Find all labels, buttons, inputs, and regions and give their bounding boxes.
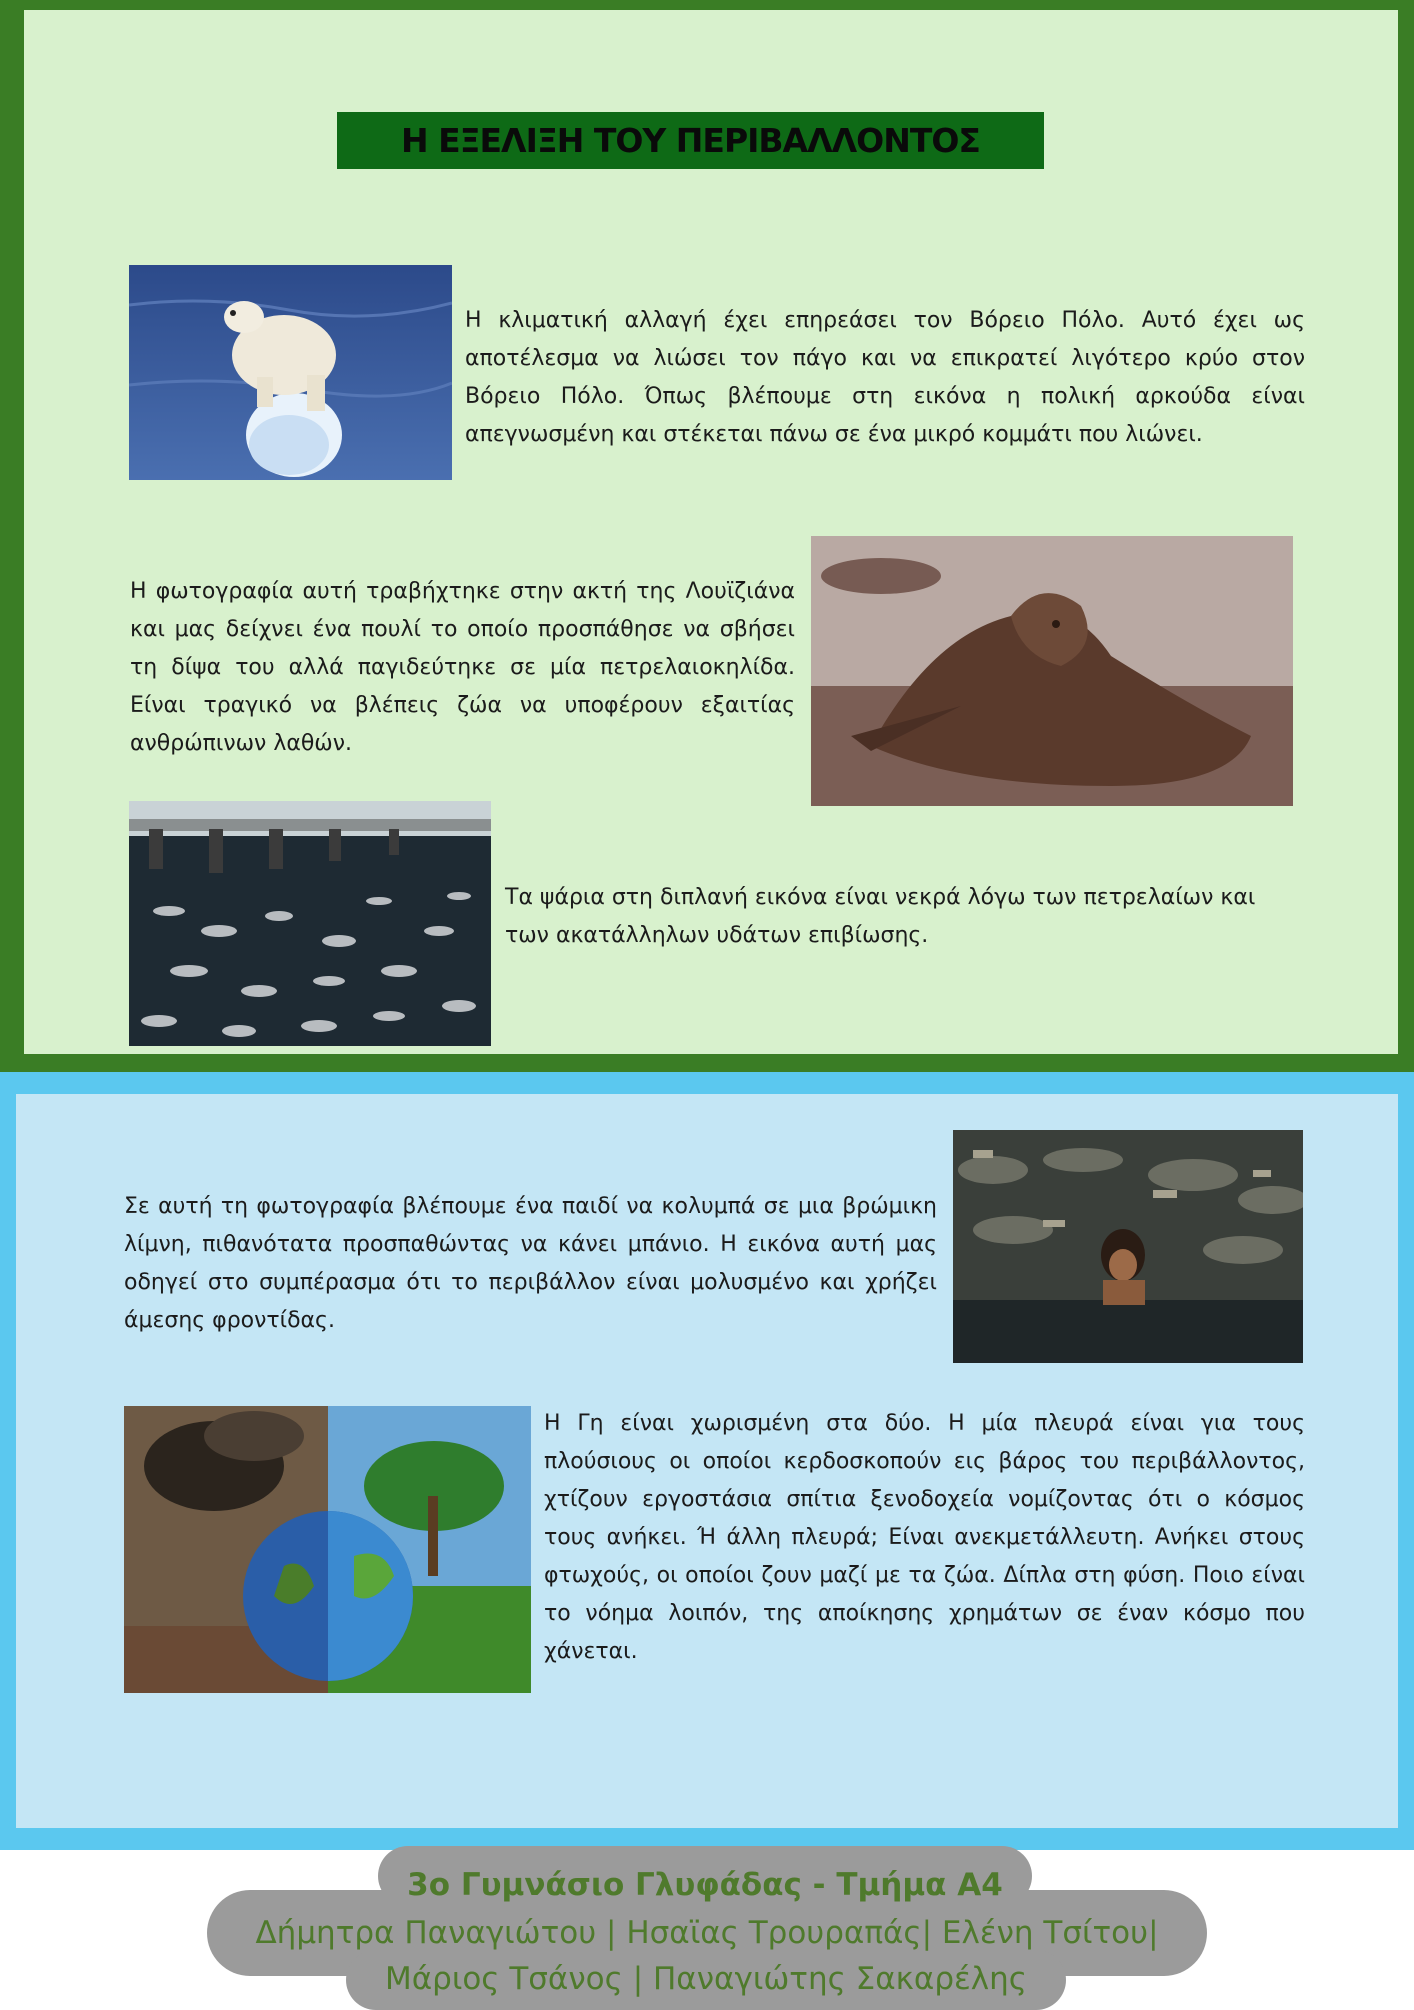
oil-bird-paragraph: Η φωτογραφία αυτή τραβήχτηκε στην ακτή της Λουϊζιάνα και μας δείχνει ένα πουλί το οποίο προσπάθησε να σβήσει τη δίψα του αλλά παγιδεύτηκε σε μία πετρελαιοκηλίδα. Είναι τραγικό να βλέπεις ζώα να υποφέρουν εξαιτίας ανθρώπινων λαθών. bbox=[130, 579, 795, 756]
oil-covered-bird-photo bbox=[811, 536, 1293, 806]
polar-bear-paragraph: Η κλιματική αλλαγή έχει επηρεάσει τον Βόρειο Πόλο. Αυτό έχει ως αποτέλεσμα να λιώσει τον πάγο και να επικρατεί λιγότερο κρύο στον Βόρειο Πόλο. Όπως βλέπουμε στη εικόνα η πολική αρκούδα είναι απεγνωσμένη και στέκεται πάνω σε ένα μικρό κομμάτι που λιώνει. bbox=[465, 308, 1305, 447]
dead-fish-paragraph: Τα ψάρια στη διπλανή εικόνα είναι νεκρά λόγω των πετρελαίων και των ακατάλληλων υδάτων επιβίωσης. bbox=[505, 885, 1256, 948]
dead-fish-photo bbox=[129, 801, 491, 1046]
divided-earth-paragraph: Η Γη είναι χωρισμένη στα δύο. Η μία πλευρά είναι για τους πλούσιους οι οποίοι κερδοσκοπούν εις βάρος του περιβάλλοντος, χτίζουν εργοστάσια σπίτια ξενοδοχεία νομίζοντας ότι ο κόσμος τους ανήκει. Ή άλλη πλευρά; Είναι ανεκμετάλλευτη. Ανήκει στους φτωχούς, οι οποίοι ζουν μαζί με τα ζώα. Δίπλα στη φύση. Ποιο είναι το νόημα λοιπόν, της αποίκησης χρημάτων σε έναν κόσμο που χάνεται. bbox=[544, 1411, 1305, 1664]
school-name: 3ο Γυμνάσιο Γλυφάδας - Τμήμα Α4 bbox=[407, 1867, 1003, 1903]
authors-line-1: Δήμητρα Παναγιώτου | Ησαϊας Τρουραπάς| Ελένη Τσίτου| bbox=[255, 1915, 1159, 1951]
polluted-lake-paragraph: Σε αυτή τη φωτογραφία βλέπουμε ένα παιδί να κολυμπά σε μια βρώμικη λίμνη, πιθανότατα προσπαθώντας να κάνει μπάνιο. Η εικόνα αυτή μας οδηγεί στο συμπέρασμα ότι το περιβάλλον είναι μολυσμένο και χρήζει άμεσης φροντίδας. bbox=[124, 1194, 937, 1333]
page-title: Η ΕΞΕΛΙΞΗ ΤΟΥ ΠΕΡΙΒΑΛΛΟΝΤΟΣ bbox=[337, 112, 1044, 169]
child-in-polluted-water-photo bbox=[953, 1130, 1303, 1363]
authors-line-2: Μάριος Τσάνος | Παναγιώτης Σακαρέλης bbox=[384, 1961, 1027, 1997]
polar-bear-photo bbox=[129, 265, 452, 480]
divided-earth-photo bbox=[124, 1406, 531, 1693]
